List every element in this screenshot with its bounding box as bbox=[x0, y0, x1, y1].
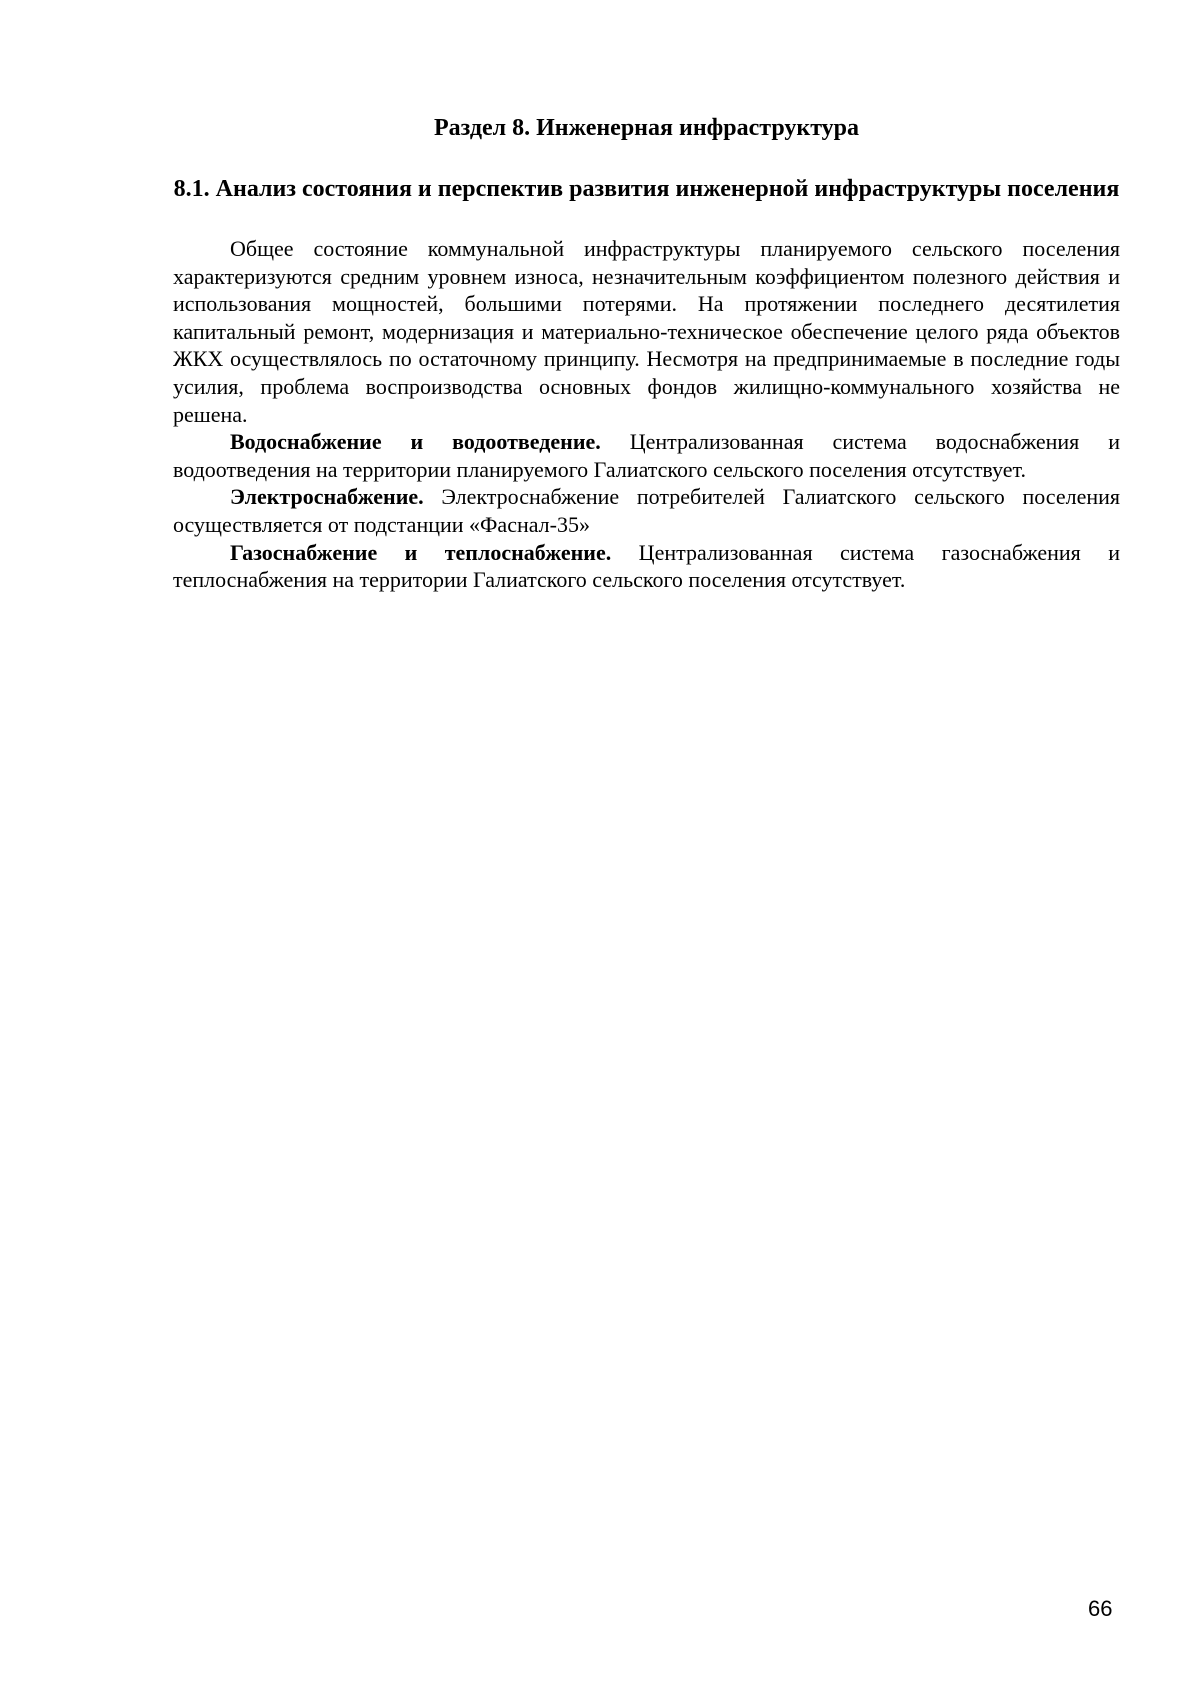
paragraph-text: Централизованная система газоснабжения и теплоснабжения на территории Галиатского сельского поселения отсутствует. bbox=[173, 539, 1120, 593]
subsection-title: 8.1. Анализ состояния и перспектив развития инженерной инфраструктуры поселения bbox=[173, 176, 1120, 202]
paragraph-lead: Электроснабжение. bbox=[230, 484, 424, 510]
paragraph-electricity bbox=[173, 483, 1120, 538]
paragraph-gas-heat bbox=[173, 539, 1120, 594]
page-number: 66 bbox=[1088, 1596, 1113, 1621]
paragraph-lead: Газоснабжение и теплоснабжение. bbox=[230, 539, 612, 565]
paragraph-general-state bbox=[173, 235, 1120, 428]
body-text bbox=[173, 235, 1120, 594]
paragraph-text: Общее состояние коммунальной инфраструктуры планируемого сельского поселения характеризуются средним уровнем износа, незначительным коэффициентом полезного действия и использования мощностей, большими потерями. На протяжении последнего десятилетия капитальный ремонт, модернизация и материально-техническое обеспечение целого ряда объектов ЖКХ осуществлялось по остаточному принципу. Несмотря на предпринимаемые в последние годы усилия, проблема воспроизводства основных фондов жилищно-коммунального хозяйства не решена. bbox=[173, 236, 1120, 427]
paragraph-text: Централизованная система водоснабжения и водоотведения на территории планируемого Галиатского сельского поселения отсутствует. bbox=[173, 429, 1121, 482]
section-title: Раздел 8. Инженерная инфраструктура bbox=[433, 115, 860, 141]
page-content bbox=[173, 112, 1120, 594]
paragraph-text: Электроснабжение потребителей Галиатского сельского поселения осуществляется от подстанции «Фаснал-35» bbox=[173, 484, 1120, 537]
paragraph-water-supply bbox=[173, 428, 1120, 483]
paragraph-lead: Водоснабжение и водоотведение. bbox=[230, 429, 601, 455]
